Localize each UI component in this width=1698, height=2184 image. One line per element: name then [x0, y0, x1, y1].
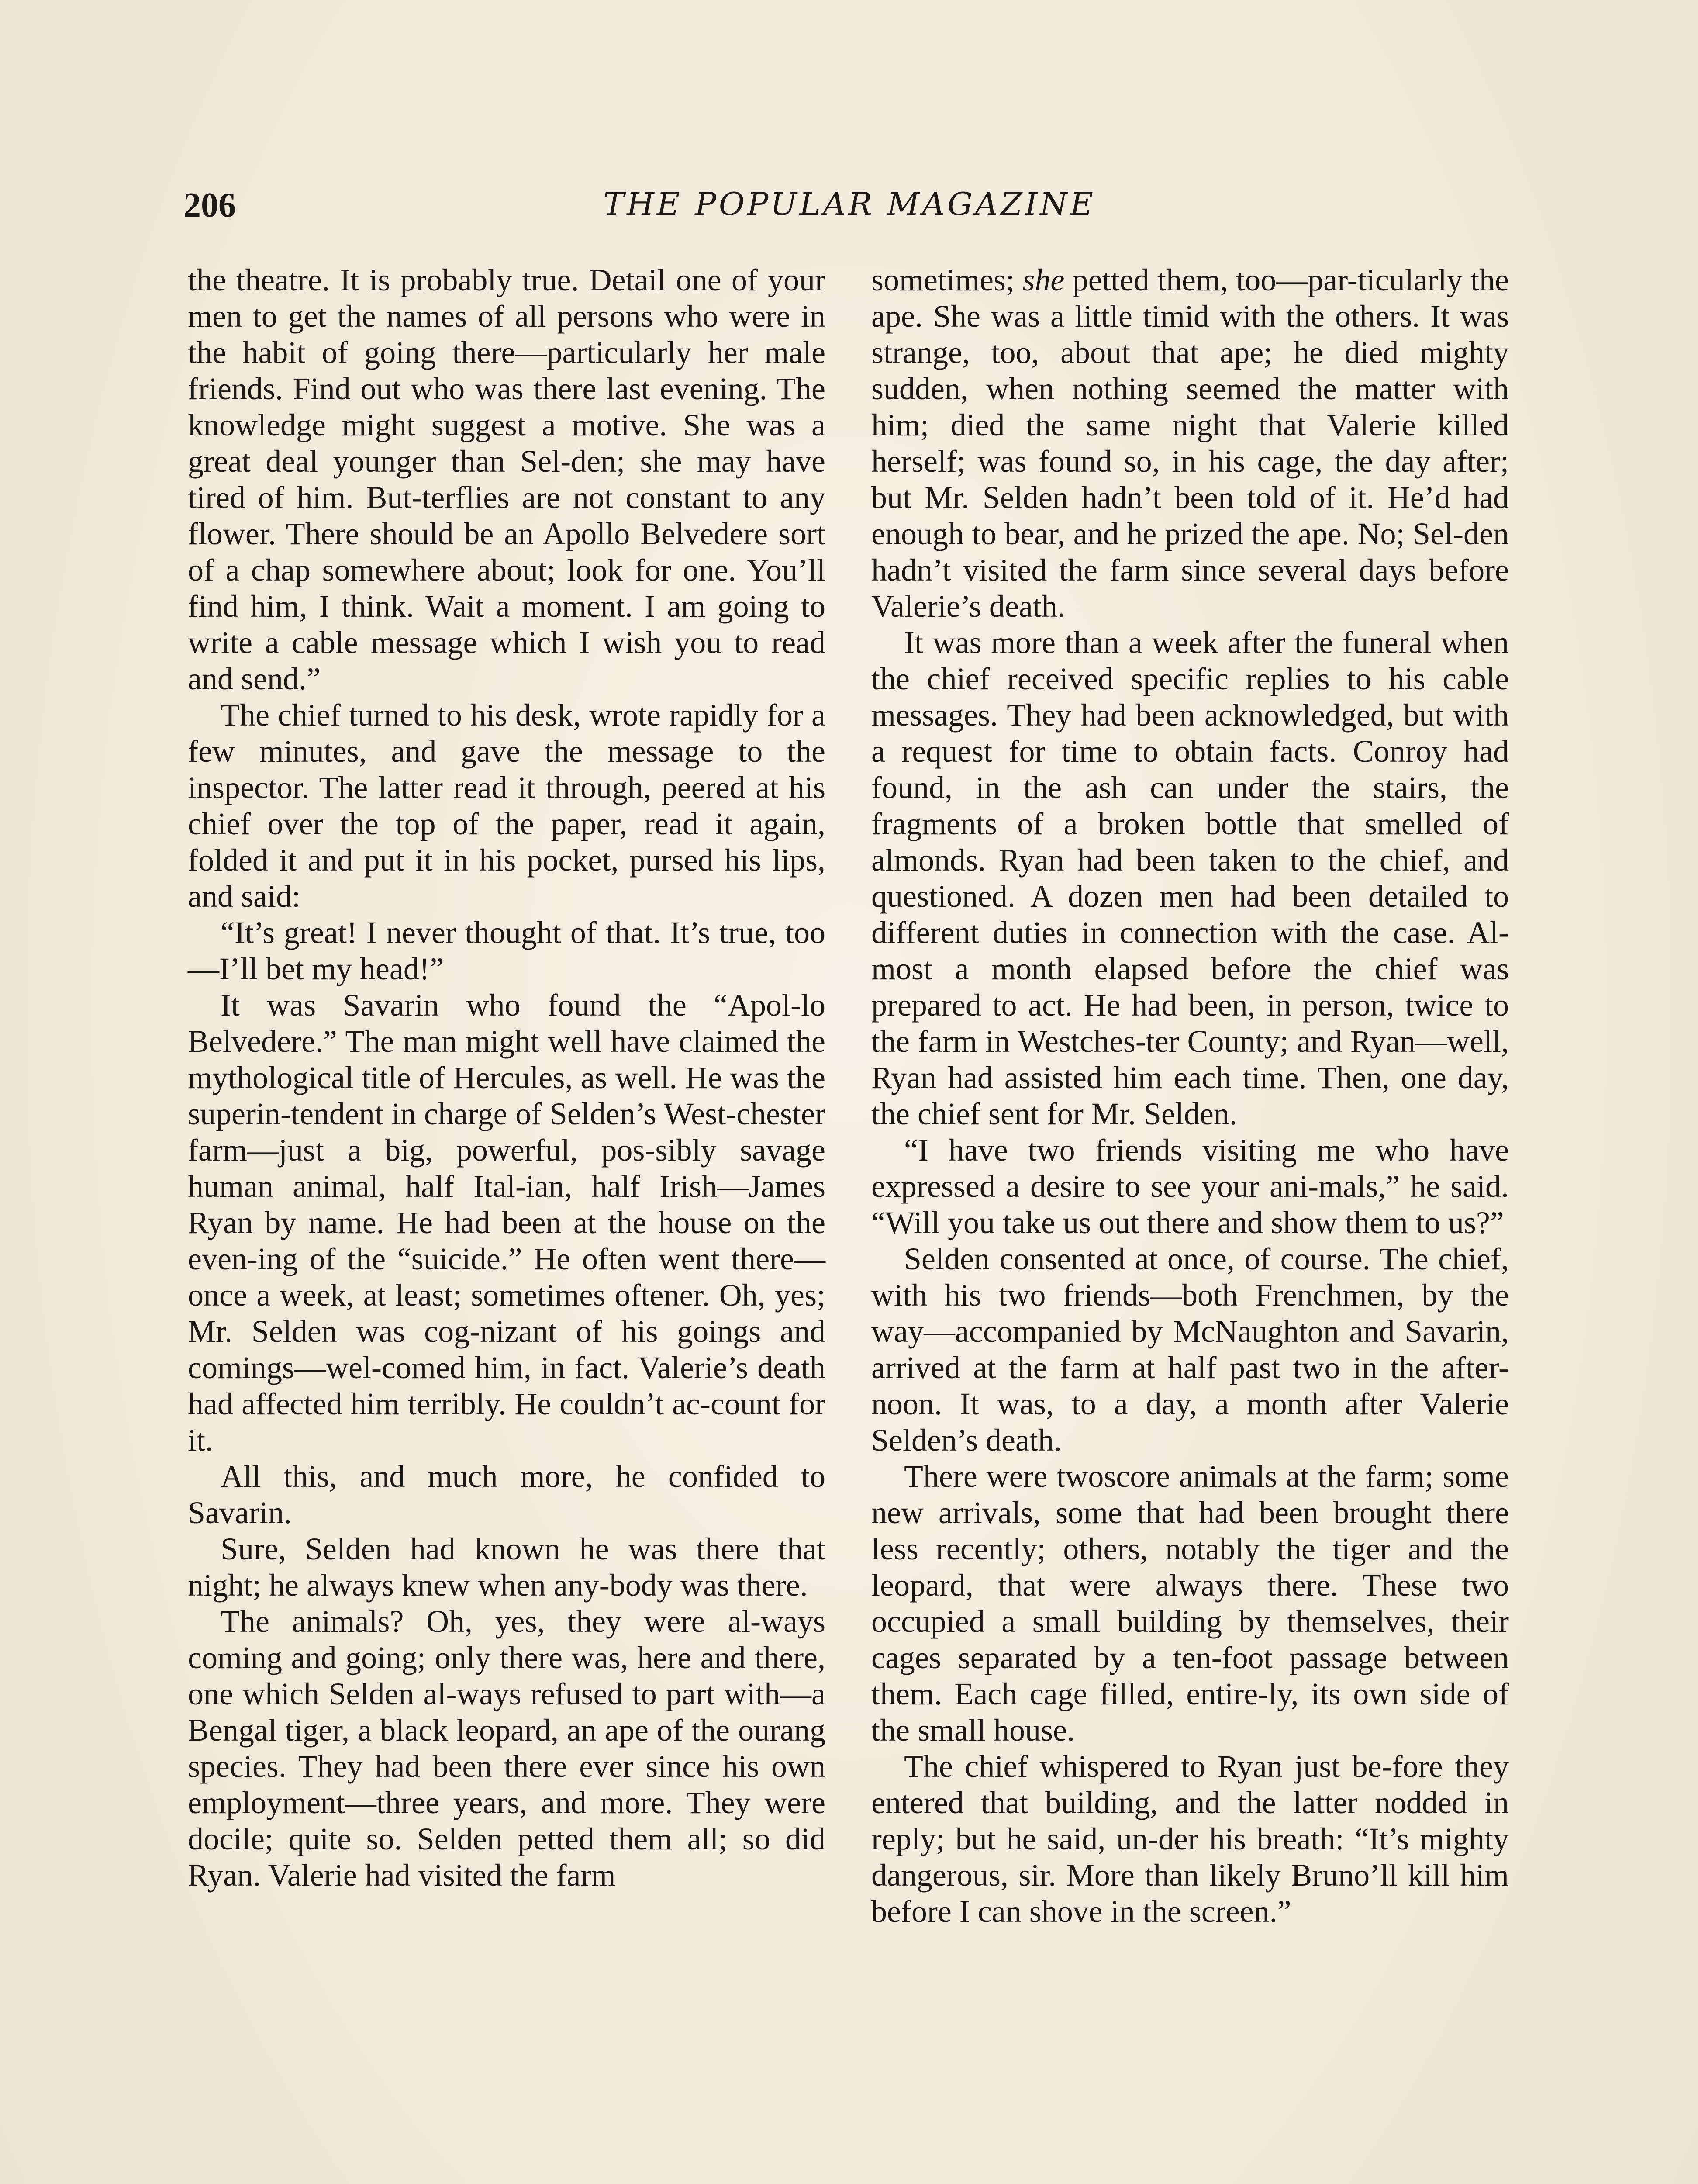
paragraph: the theatre. It is probably true. Detail one of your men to get the names of all persons who were in the habit of going there—particularly her male friends. Find out who was there last evening. The knowledge might suggest a motive. She was a great deal younger than Sel-den; she may have tired of him. But-terflies are not constant to any flower. There should be an Apollo Belvedere sort of a chap somewhere about; look for one. You’ll find him, I think. Wait a moment. I am going to write a cable message which I wish you to read and send.”	[188, 263, 825, 696]
page-header	[183, 186, 1515, 234]
paragraph: “I have two friends visiting me who have expressed a desire to see your ani-mals,” he said. “Will you take us out there and show them to us?”	[871, 1133, 1509, 1240]
running-head: THE POPULAR MAGAZINE	[603, 186, 1096, 222]
paragraph: Sure, Selden had known he was there that night; he always knew when any-body was there.	[188, 1531, 825, 1603]
paragraph: The animals? Oh, yes, they were al-ways coming and going; only there was, here and there, one which Selden al-ways refused to part with—a Bengal tiger, a black leopard, an ape of the ourang species. They had been there ever since his own employment—three years, and more. They were docile; quite so. Selden petted them all; so did Ryan. Valerie had visited the farm	[188, 1604, 825, 1893]
paragraph: Selden consented at once, of course. The chief, with his two friends—both Frenchmen, by the way—accompanied by McNaughton and Savarin, arrived at the farm at half past two in the after-noon. It was, to a day, a month after Valerie Selden’s death.	[871, 1241, 1509, 1458]
paragraph: It was Savarin who found the “Apol-lo Belvedere.” The man might well have claimed the mythological title of Hercules, as well. He was the superin-tendent in charge of Selden’s West-chester farm—just a big, powerful, pos-sibly savage human animal, half Ital-ian, half Irish—James Ryan by name. He had been at the house on the even-ing of the “suicide.” He often went there—once a week, at least; sometimes oftener. Oh, yes; Mr. Selden was cog-nizant of his goings and comings—wel-comed him, in fact. Valerie’s death had affected him terribly. He couldn’t ac-count for it.	[188, 988, 825, 1458]
paragraph-lead: sometimes;	[871, 263, 1023, 297]
paragraph: There were twoscore animals at the farm; some new arrivals, some that had been brought there less recently; others, notably the tiger and the leopard, that were always there. These two occupied a small building by themselves, their cages separated by a ten-foot passage between them. Each cage filled, entire-ly, its own side of the small house.	[871, 1459, 1509, 1748]
paragraph	[871, 262, 1509, 625]
italic-word: she	[1022, 263, 1065, 297]
paragraph: The chief turned to his desk, wrote rapidly for a few minutes, and gave the message to the inspector. The latter read it through, peered at his chief over the top of the paper, read it again, folded it and put it in his pocket, pursed his lips, and said:	[188, 698, 825, 914]
paragraph: “It’s great! I never thought of that. It’s true, too—I’ll bet my head!”	[188, 915, 825, 986]
paragraph: It was more than a week after the funeral when the chief received specific replies to his cable messages. They had been acknowledged, but with a request for time to obtain facts. Conroy had found, in the ash can under the stairs, the fragments of a broken bottle that smelled of almonds. Ryan had been taken to the chief, and questioned. A dozen men had been detailed to different duties in connection with the case. Al-most a month elapsed before the chief was prepared to act. He had been, in person, twice to the farm in Westches-ter County; and Ryan—well, Ryan had assisted him each time. Then, one day, the chief sent for Mr. Selden.	[871, 625, 1509, 1131]
paragraph: The chief whispered to Ryan just be-fore they entered that building, and the latter nodded in reply; but he said, un-der his breath: “It’s mighty dangerous, sir. More than likely Bruno’ll kill him before I can shove in the screen.”	[871, 1749, 1509, 1929]
paragraph-rest: petted them, too—par-ticularly the ape. She was a little timid with the others. It was strange, too, about that ape; he died mighty sudden, when nothing seemed the matter with him; died the same night that Valerie killed herself; was found so, in his cage, the day after; but Mr. Selden hadn’t been told of it. He’d had enough to bear, and he prized the ape. No; Sel-den hadn’t visited the farm since several days before Valerie’s death.	[871, 263, 1509, 624]
left-column	[188, 262, 825, 1894]
right-column	[871, 262, 1509, 1930]
paragraph: All this, and much more, he confided to Savarin.	[188, 1459, 825, 1530]
page-number: 206	[183, 186, 236, 225]
